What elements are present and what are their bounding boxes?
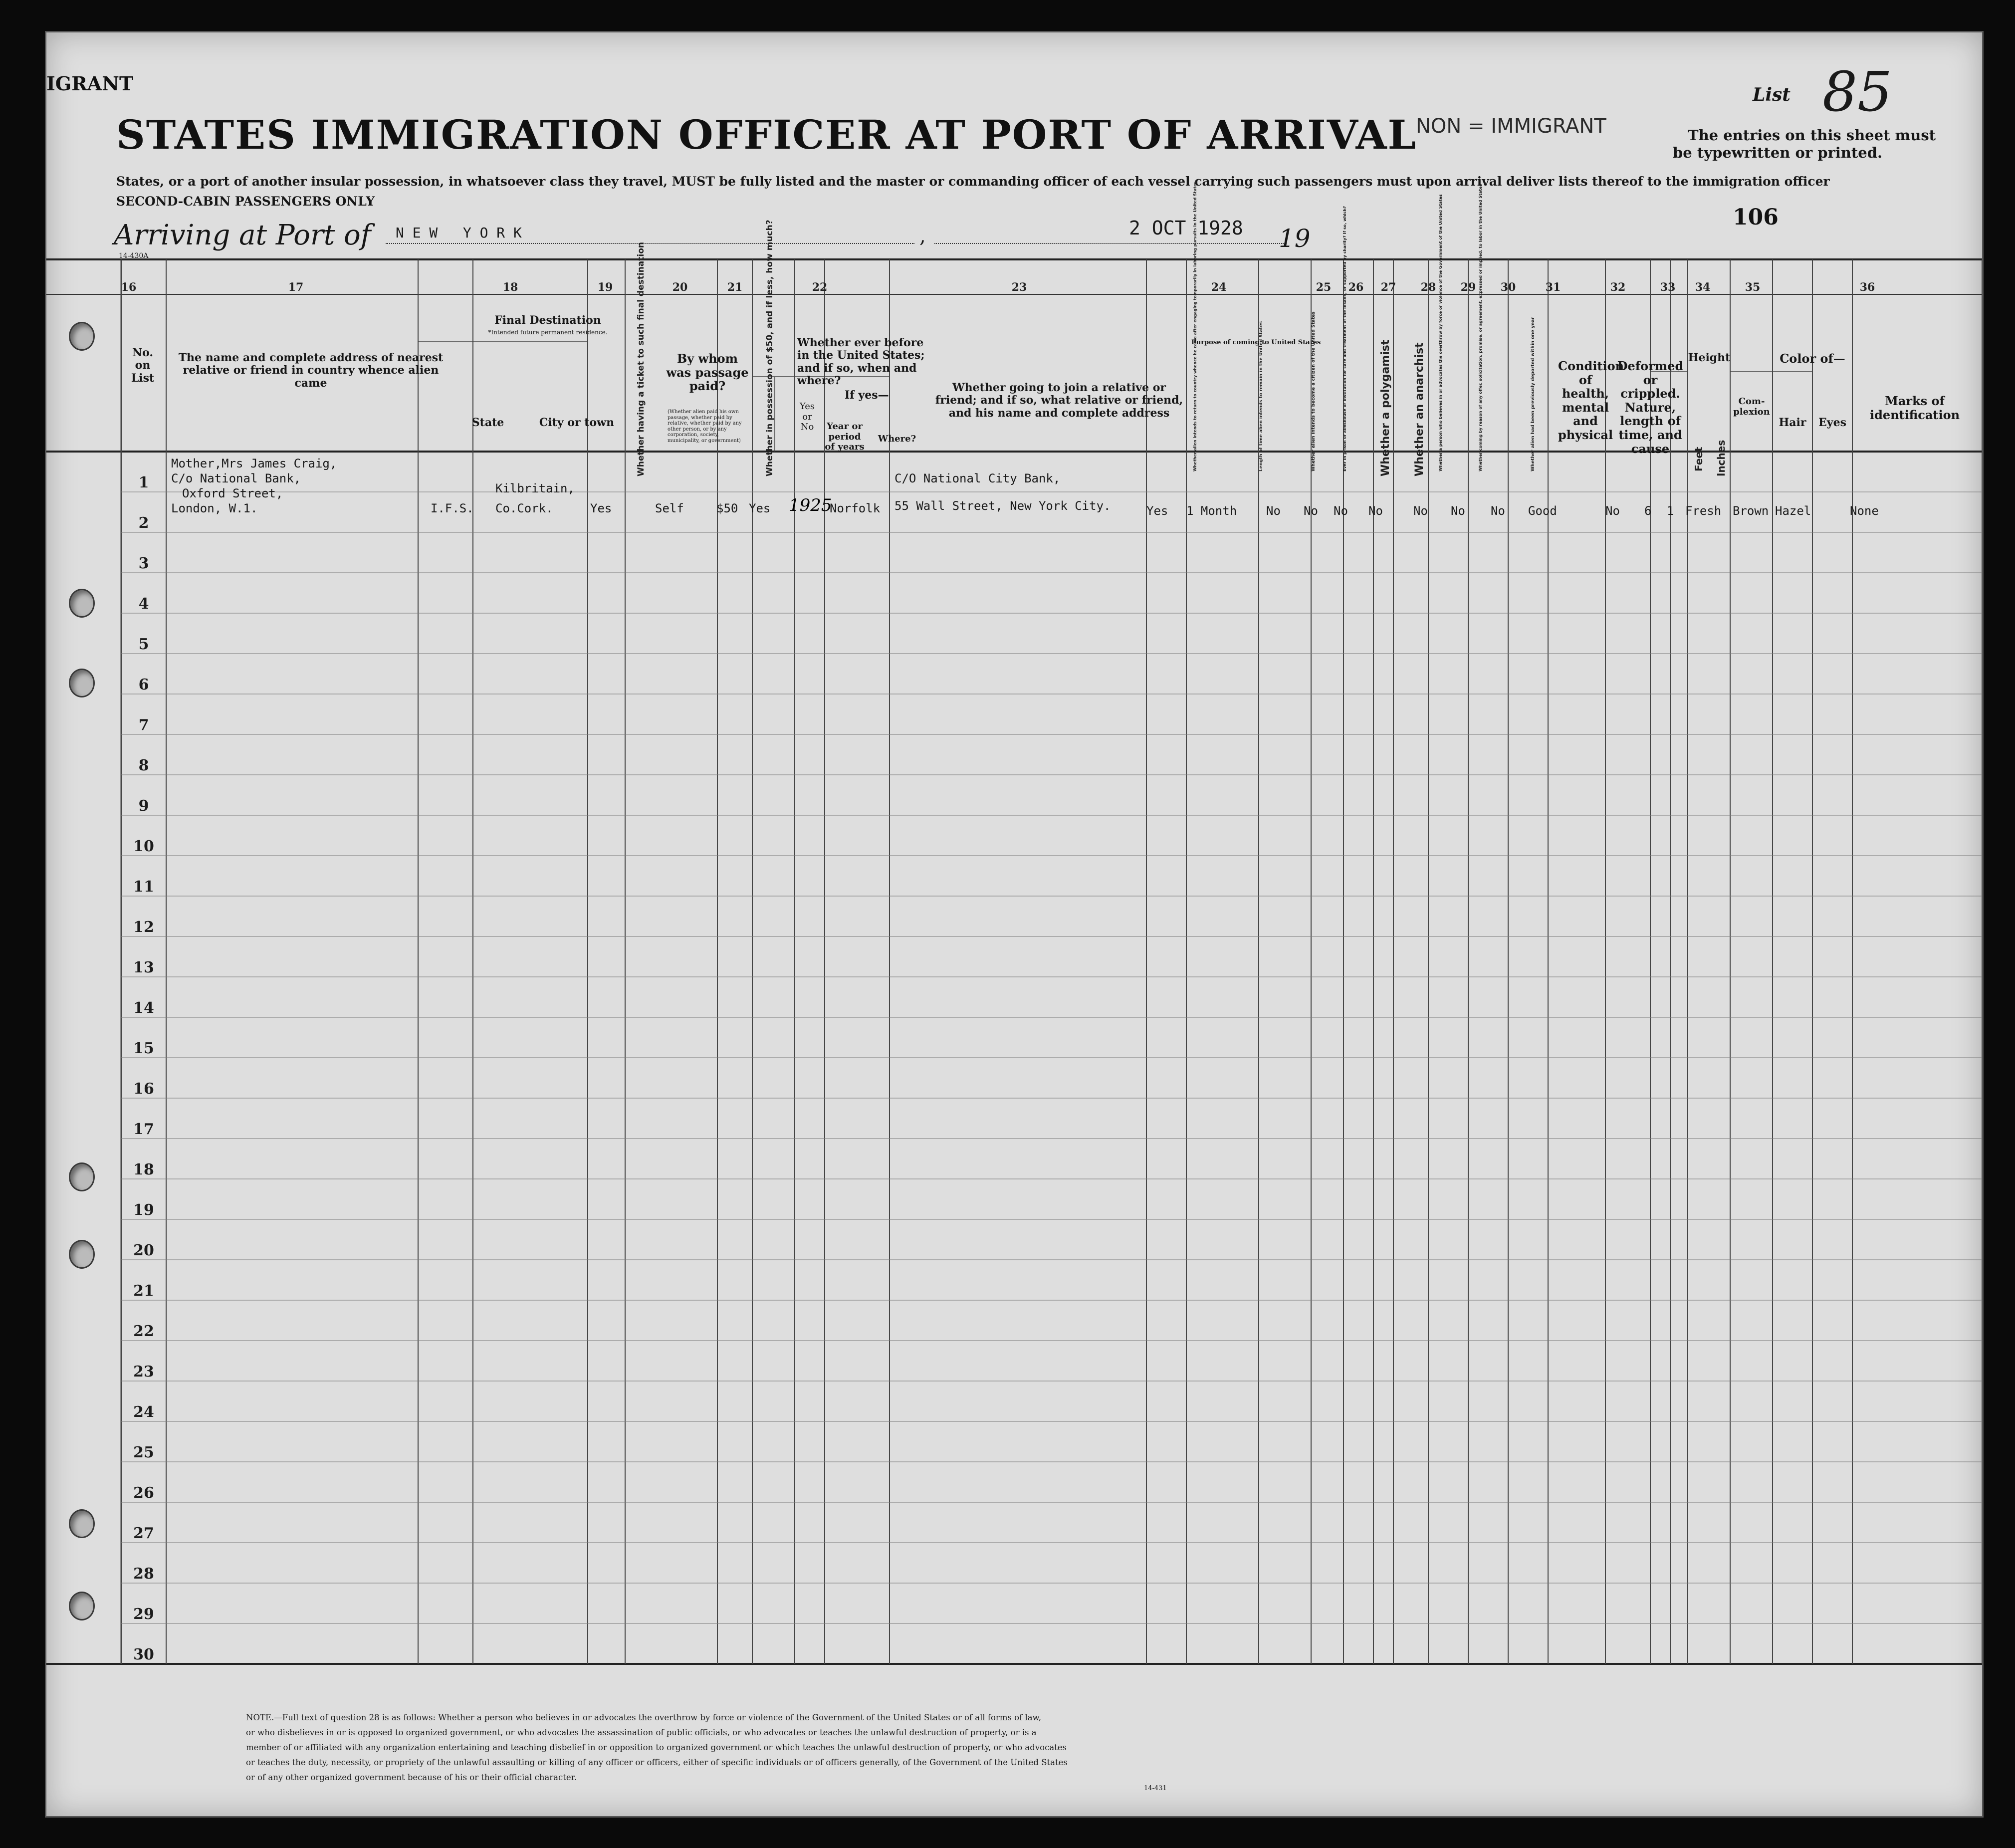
header-length: Length of time alien intends to remain in the United States: [1259, 321, 1264, 471]
row-number: 18: [133, 1160, 154, 1178]
row-number: 27: [133, 1524, 154, 1542]
entry-where: Norfolk: [830, 501, 881, 515]
binder-hole: [69, 589, 95, 618]
entry-inches: 1: [1667, 504, 1674, 518]
col-num-24: 24: [1211, 281, 1227, 294]
year-suffix: 19: [1279, 224, 1311, 253]
col-num-18: 18: [502, 281, 518, 294]
entry-prison: No: [1304, 504, 1318, 518]
header-final-destination-note: *Intended future permanent residence.: [488, 329, 608, 336]
entry-return: Yes: [1146, 504, 1168, 518]
entry-deformed: No: [1605, 504, 1620, 518]
list-number: 85: [1822, 60, 1892, 124]
col-num-25: 25: [1316, 281, 1332, 294]
row-number: 6: [138, 676, 149, 693]
form-corner-label: IGRANT: [46, 72, 134, 95]
header-polygamist: Whether a polygamist: [1379, 339, 1392, 476]
row-number: 28: [133, 1565, 154, 1583]
col-num-21: 21: [727, 281, 743, 294]
entry-ticket: Yes: [590, 501, 612, 515]
entry-polygamist: No: [1334, 504, 1348, 518]
header-year: Year or period of years: [825, 421, 865, 453]
footer-note-line-1: NOTE.—Full text of question 28 is as follows: Whether a person who believes in or advocates the overthrow by force or violence of the Government of the United States or of all forms of law,: [246, 1713, 1041, 1722]
col-num-19: 19: [597, 281, 613, 294]
footer-note-line-2: or who disbelieves in or is opposed to organized government, or who advocates the assassination of public officials, or who advocates or teaches the unlawful destruction of property, or is a: [246, 1728, 1037, 1737]
header-return: Whether alien intends to return to country whence he came after engaging temporarily in laboring pursuits in the United States: [1193, 181, 1197, 471]
col-num-29: 29: [1460, 281, 1476, 294]
entry-hair: Brown: [1733, 504, 1769, 518]
entry-city-line-1: Kilbritain,: [495, 481, 575, 495]
col-num-23: 23: [1011, 281, 1027, 294]
instructions-line-1: The entries on this sheet must: [1688, 127, 1936, 144]
row-number: 13: [133, 958, 154, 976]
col-num-35: 35: [1745, 281, 1761, 294]
col-num-20: 20: [672, 281, 688, 294]
header-yes-no: Yes or No: [799, 401, 815, 433]
row-number: 7: [138, 716, 149, 734]
col-num-36: 36: [1859, 281, 1875, 294]
row-number: 17: [133, 1120, 154, 1138]
header-if-yes: If yes—: [845, 389, 889, 402]
header-color: Color of—: [1780, 351, 1845, 366]
header-deformed: Deformed or crippled. Nature, length of time, and cause: [1617, 359, 1684, 456]
entry-length: 1 Month: [1186, 504, 1237, 518]
row-number: 30: [133, 1645, 154, 1663]
header-complexion: Com-plexion: [1733, 396, 1770, 417]
header-city: City or town: [539, 416, 615, 429]
col-num-22: 22: [812, 281, 828, 294]
entry-health: Good: [1528, 504, 1557, 518]
entry-labor-offer: No: [1451, 504, 1465, 518]
row-number: 23: [133, 1363, 154, 1381]
header-passage-paid: By whom was passage paid?: [666, 351, 749, 394]
list-label: List: [1753, 84, 1791, 105]
entry-relative-line-1: Mother,Mrs James Craig,: [171, 457, 337, 470]
non-immigrant-stamp: NON = IMMIGRANT: [1416, 115, 1606, 138]
row-number: 15: [133, 1039, 154, 1057]
entry-money: $50: [716, 501, 738, 515]
binder-hole: [69, 1240, 95, 1269]
entry-year: 1925: [789, 495, 832, 515]
header-state: State: [471, 416, 504, 429]
col-num-28: 28: [1420, 281, 1436, 294]
header-prison: Ever in prison or almshouse or institution for care and treatment of the insane, or supported by charity? If so, which?: [1343, 206, 1347, 471]
header-before-us: Whether ever before in the United States; and if so, when and where?: [797, 336, 925, 387]
footer-note-line-5: or of any other organized government because of his or their official character.: [246, 1773, 577, 1782]
row-number: 26: [133, 1484, 154, 1502]
header-ticket: Whether having a ticket to such final destination: [636, 241, 646, 476]
entry-anarchist: No: [1368, 504, 1383, 518]
col-num-31: 31: [1545, 281, 1561, 294]
col-num-16: 16: [121, 281, 137, 294]
header-where: Where?: [878, 434, 916, 444]
col-num-32: 32: [1610, 281, 1626, 294]
header-hair: Hair: [1779, 416, 1806, 429]
row-number: 22: [133, 1322, 154, 1340]
entry-city-line-2: Co.Cork.: [495, 501, 553, 515]
entry-citizen: No: [1266, 504, 1281, 518]
row-number: 2: [138, 514, 149, 532]
header-money: Whether in possession of $50, and if less, how much?: [765, 220, 775, 476]
page-title: STATES IMMIGRATION OFFICER AT PORT OF ARRIVAL: [116, 111, 1417, 158]
header-citizen: Whether alien intends to become a citizen of the United States: [1311, 311, 1316, 471]
binder-hole: [69, 1509, 95, 1538]
entry-overthrow: No: [1413, 504, 1428, 518]
header-join-relative: Whether going to join a relative or friend; and if so, what relative or friend, and his name and complete address: [935, 381, 1183, 420]
row-number: 16: [133, 1080, 154, 1098]
entry-relative-line-3: Oxford Street,: [182, 486, 283, 500]
date-stamp: 2 OCT 1928: [1129, 217, 1243, 239]
row-number: 9: [138, 797, 149, 815]
row-number: 12: [133, 918, 154, 936]
header-passage-note: (Whether alien paid his own passage, whether paid by relative, whether paid by any other person, or by any corporation, society, municipality, or government): [668, 409, 742, 444]
row-number: 25: [133, 1443, 154, 1461]
header-feet: Feet: [1693, 447, 1705, 471]
header-health: Condition of health, mental and physical: [1558, 359, 1624, 442]
header-final-destination: Final Destination: [494, 314, 601, 327]
entry-passage-paid: Self: [655, 501, 684, 515]
binder-hole: [69, 1592, 95, 1620]
entry-marks: None: [1850, 504, 1879, 518]
header-relative: The name and complete address of nearest relative or friend in country whence alien came: [178, 351, 444, 390]
header-deported: Whether alien had been previously deported within one year: [1531, 317, 1536, 471]
col-num-34: 34: [1695, 281, 1711, 294]
row-number: 11: [133, 878, 154, 896]
row-number: 5: [138, 635, 149, 653]
form-code: 14-430A: [119, 252, 149, 260]
row-number: 21: [133, 1282, 154, 1300]
entry-feet: 6: [1644, 504, 1652, 518]
header-height: Height: [1688, 351, 1731, 364]
header-overthrow: Whether a person who believes in or advocates the overthrow by force or violence of the Government of the United States: [1438, 194, 1443, 471]
header-no-on-list: No. on List: [131, 346, 155, 385]
row-number: 20: [133, 1241, 154, 1259]
footer-note-line-4: or teaches the duty, necessity, or propriety of the unlawful assaulting or killing of any officer or officers, either of specific individuals or of officers generally, of the Government of the United States: [246, 1758, 1068, 1767]
row-number: 14: [133, 999, 154, 1017]
entry-state: I.F.S.: [431, 501, 474, 515]
entry-join-line-2: 55 Wall Street, New York City.: [895, 499, 1111, 513]
header-purpose: Purpose of coming to United States: [1191, 339, 1321, 346]
col-num-26: 26: [1348, 281, 1364, 294]
header-anarchist: Whether an anarchist: [1413, 342, 1426, 476]
row-number: 10: [133, 837, 154, 855]
manifest-grid: [46, 32, 1982, 1816]
comma: ,: [919, 225, 926, 247]
header-inches: Inches: [1715, 440, 1727, 476]
row-number: 8: [138, 756, 149, 774]
binder-hole: [69, 1162, 95, 1191]
arriving-label: Arriving at Port of: [114, 219, 371, 251]
entry-eyes: Hazel: [1775, 504, 1811, 518]
col-num-17: 17: [288, 281, 304, 294]
entry-before-us: Yes: [749, 501, 771, 515]
header-labor-offer: Whether coming by reason of any offer, solicitation, promise, or agreement, expressed or implied, to labor in the United States: [1478, 184, 1483, 471]
row-number: 1: [138, 473, 149, 491]
entry-relative-line-2: C/o National Bank,: [171, 471, 301, 485]
page-number: 106: [1733, 205, 1779, 230]
col-num-27: 27: [1380, 281, 1396, 294]
entry-join-line-1: C/O National City Bank,: [895, 471, 1061, 485]
col-num-33: 33: [1660, 281, 1676, 294]
header-eyes: Eyes: [1818, 416, 1846, 429]
port-name: N E W Y O R K: [396, 225, 522, 241]
binder-hole: [69, 322, 95, 351]
row-number: 19: [133, 1201, 154, 1219]
row-number: 4: [138, 595, 149, 613]
class-line: SECOND-CABIN PASSENGERS ONLY: [116, 194, 375, 209]
row-number: 29: [133, 1605, 154, 1623]
entry-complexion: Fresh: [1685, 504, 1722, 518]
subtitle: States, or a port of another insular possession, in whatsoever class they travel, MUST be fully listed and the master or commanding officer of each vessel carrying such passengers must upon arrival deliver lists thereof to the immigration officer: [116, 174, 1830, 189]
col-num-30: 30: [1500, 281, 1516, 294]
binder-hole: [69, 669, 95, 697]
row-number: 3: [138, 554, 149, 572]
manifest-sheet: [45, 31, 1984, 1818]
instructions-line-2: be typewritten or printed.: [1673, 144, 1883, 161]
footer-note-line-3: member of or affiliated with any organization entertaining and teaching disbelief in or opposition to organized government or which teaches the unlawful destruction of property, or who advocates: [246, 1743, 1067, 1752]
entry-deported: No: [1491, 504, 1505, 518]
header-marks: Marks of identification: [1869, 394, 1960, 422]
row-number: 24: [133, 1403, 154, 1421]
entry-relative-line-4: London, W.1.: [171, 501, 258, 515]
footer-form-code: 14-431: [1144, 1785, 1167, 1792]
